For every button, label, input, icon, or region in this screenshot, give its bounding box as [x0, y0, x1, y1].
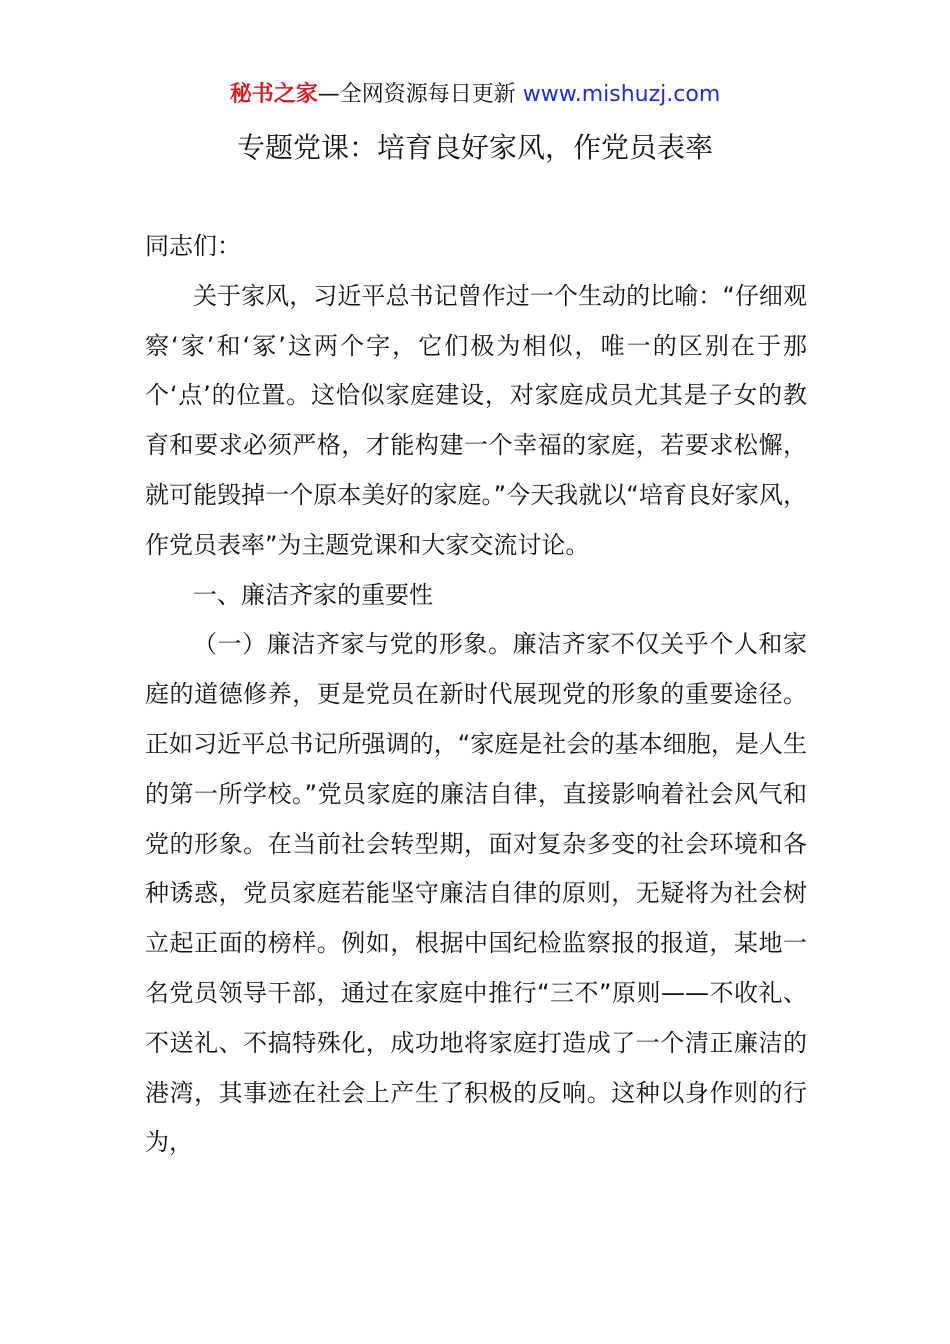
salutation: 同志们：: [145, 232, 241, 260]
document-title: 专题党课：培育良好家风，作党员表率: [236, 131, 713, 164]
site-brand: 秘书之家: [229, 82, 318, 107]
paragraph-intro: 关于家风，习近平总书记曾作过一个生动的比喻：“仔细观察‘家’和‘冢’这两个字，它们极为相似，唯一的区别在于那个‘点’的位置。这恰似家庭建设，对家庭成员尤其是子女的教育和要求必须严格，才能构建一个幸福的家庭，若要求松懈，就可能毁掉一个原本美好的家庭。”今天我就以“培育良好家风，作党员表率”为主题党课和大家交流讨论。: [145, 281, 807, 559]
section-heading: 一、廉洁齐家的重要性: [193, 580, 433, 609]
paragraph-section-1-1: （一）廉洁齐家与党的形象。廉洁齐家不仅关乎个人和家庭的道德修养，更是党员在新时代展现党的形象的重要途径。正如习近平总书记所强调的，“家庭是社会的基本细胞，是人生的第一所学校。”党员家庭的廉洁自律，直接影响着社会风气和党的形象。在当前社会转型期，面对复杂多变的社会环境和各种诱惑，党员家庭若能坚守廉洁自律的原则，无疑将为社会树立起正面的榜样。例如，根据中国纪检监察报的报道，某地一名党员领导干部，通过在家庭中推行“三不”原则——不收礼、不送礼、不搞特殊化，成功地将家庭打造成了一个清正廉洁的港湾，其事迹在社会上产生了积极的反响。这种以身作则的行为，: [145, 630, 807, 1157]
site-url-link[interactable]: www.mishuzj.com: [522, 82, 721, 107]
site-slogan: —全网资源每日更新: [317, 82, 523, 107]
document-body: [145, 222, 807, 1168]
site-header: [0, 80, 950, 110]
